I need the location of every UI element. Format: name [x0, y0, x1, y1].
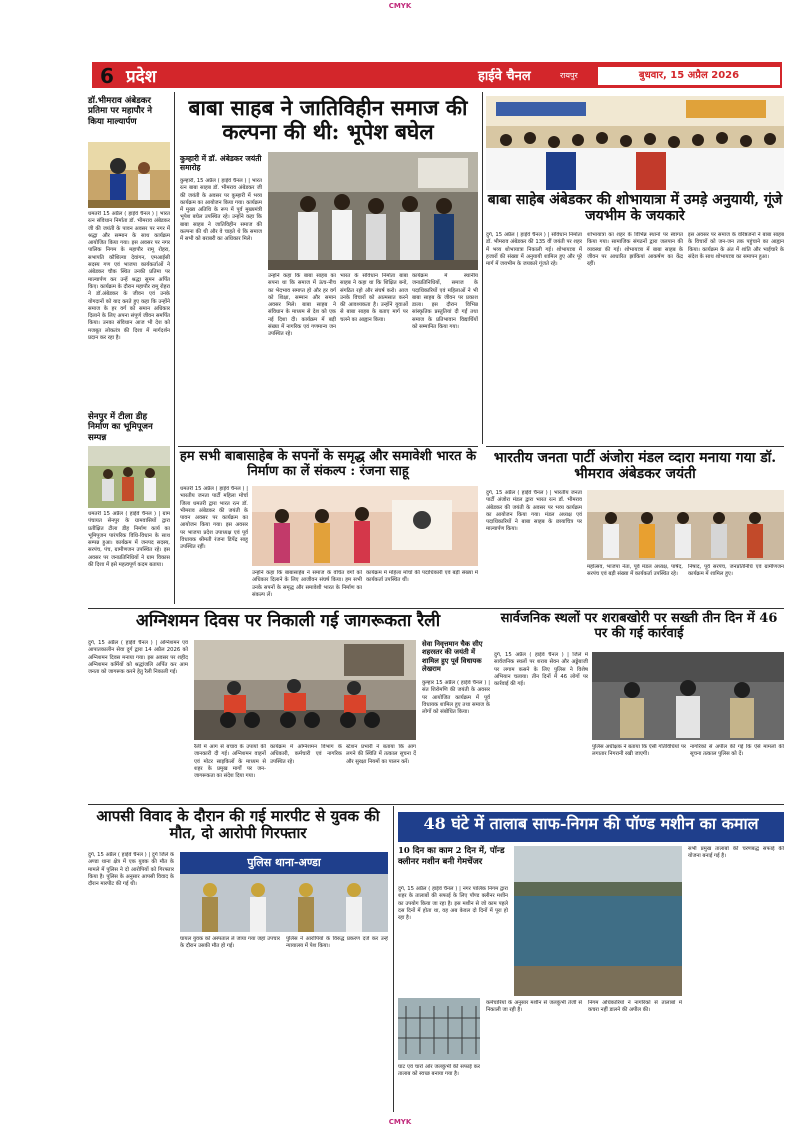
pond-col-2: घाट एवं चारों ओर जलकुंभी की सफाई कर तालाब को स्वच्छ बनाया गया है। [398, 1064, 480, 1078]
liquor-col-3: नागरिकों से अपील की गई कि ऐसे मामलों की सूचना तत्काल पुलिस को दें। [690, 744, 784, 758]
rule-second [178, 446, 478, 447]
lead-photo [268, 152, 478, 270]
sidebar-headline-2: सेनपुर में टीला डीह निर्माण का भूमिपूजन सम्पन्न [88, 412, 153, 443]
rule-dispute [88, 804, 784, 805]
rule-bjp [486, 446, 784, 447]
print-mark-bottom: CMYK [388, 1118, 412, 1126]
page-number: 6 [100, 64, 114, 88]
sewa-headline: सेवा निवृत्तमान चैक सीए शहरस्तर की जयंती में शामिल हुए पूर्व विधायक लेखराम [422, 640, 483, 674]
fire-col-4: स्टेशन प्रभारी ने बताया कि आग लगने की स्थिति में तत्काल सूचना दें और सुरक्षा नियमों का पालन करें। [346, 744, 416, 765]
dispute-col-1: दुर्ग, 15 अप्रैल ( हाईवे चैनल ) | दुर्ग जिले के अण्डा थाना क्षेत्र में एक युवक की मौत के मामले में पुलिस ने दो आरोपियों को गिरफ्तार किया है। पुलिस के अनुसार आपसी विवाद के दौरान मारपीट की गई थी। [88, 852, 174, 888]
lead-col-2: उन्होंने कहा कि बाबा साहब का सपना था कि समाज में ऊंच-नीच का भेदभाव समाप्त हो और हर वर्ग को शिक्षा, सम्मान और समान अवसर मिले। बाबा साहब ने संविधान के माध्यम से देश को एक नई दिशा दी। कार्यक्रम में बड़ी संख्या में नागरिक एवं गणमान्य जन उपस्थित रहे। [268, 273, 336, 338]
fire-col-1: दुर्ग, 15 अप्रैल ( हाईवे चैनल ) | अग्निशमन एवं आपातकालीन सेवा दुर्ग द्वारा 14 अप्रैल 2026 को अग्निशमन दिवस मनाया गया। इस अवसर पर शहीद अग्निशमन कर्मियों को श्रद्धांजलि अर्पित कर आम जनता को जागरूक करने हेतु रैली निकाली गई। [88, 640, 188, 676]
second-col-1: धमतरी 15 अप्रैल ( हाईवे चैनल ) | भारतीय जनता पार्टी महिला मोर्चा जिला धमतरी द्वारा भारत रत्न डॉ. भीमराव अंबेडकर की जयंती के पावन अवसर पर कार्यक्रम का आयोजन किया गया। इस अवसर पर भाजपा प्रदेश उपाध्यक्ष एवं पूर्व विधायक श्रीमती रंजना डिपेंद्र साहू उपस्थित रहीं। [180, 486, 248, 551]
sidebar-story-1-body: धमतरी 15 अप्रैल ( हाईवे चैनल ) | भारत रत्न संविधान निर्माता डॉ. भीमराव अंबेडकर जी की जयंती के पावन अवसर पर नगर में श्रद्धा और सम्मान के साथ कार्यक्रम आयोजित किया गया। इस अवसर पर नगर पालिक निगम के महापौर रामू रोहरा, सभापति कौशिल्या देवांगन, एमआईसी सदस्य गण एवं भाजपा कार्यकर्ताओं ने अंबेडकर चौक स्थित उनकी प्रतिमा पर माल्यार्पण कर उन्हें श्रद्धा सुमन अर्पित किए। कार्यक्रम के दौरान महापौर रामू रोहरा ने डॉ.अंबेडकर के जीवन एवं उनके योगदानों को याद करते हुए कहा कि उन्होंने समाज के हर वर्ग को समान अधिकार दिलाने के लिए अपना संपूर्ण जीवन समर्पित किया। उनका संविधान आज भी देश को मजबूत लोकतंत्र की दिशा में मार्गदर्शन प्रदान कर रहा है। [88, 211, 170, 342]
bjp-col-1: दुर्ग, 15 अप्रैल ( हाईवे चैनल ) | भारतीय जनता पार्टी अंजोरा मंडल द्वारा भारत रत्न डॉ. भीमराव अंबेडकर की जयंती के अवसर पर भव्य कार्यक्रम का आयोजन किया गया। मंडल अध्यक्ष एवं पदाधिकारियों ने बाबा साहब के छायाचित्र पर माल्यार्पण किया। [486, 490, 582, 533]
print-mark-top: CMYK [388, 2, 412, 10]
shobhayatra-headline: बाबा साहेब अंबेडकर की शोभायात्रा में उमड़े अनुयायी, गूंजे जयभीम के जयकारे [487, 192, 783, 225]
lead-event-label: कुम्हारी में डॉ. अंबेडकर जयंती समारोह [180, 154, 262, 173]
bjp-photo [587, 490, 784, 560]
fire-rally-photo [194, 640, 416, 740]
rule-fire [88, 608, 784, 609]
shobhayatra-photo [486, 96, 784, 190]
police-station-sign: पुलिस थाना-अण्डा [247, 856, 321, 869]
fire-headline: अग्निशमन दिवस पर निकाली गई जागरूकता रैली [135, 611, 441, 631]
brand-name: हाईवे चैनल [478, 69, 531, 84]
column-divider [482, 92, 483, 444]
liquor-col-1: दुर्ग, 15 अप्रैल ( हाईवे चैनल ) | जिले में सार्वजनिक स्थलों पर शराब सेवन और अड्डेबाजी पर लगाम कसने के लिए पुलिस ने विशेष अभियान चलाया। तीन दिनों में 46 लोगों पर कार्रवाई की गई। [494, 652, 588, 688]
sidebar-headline-1: डॉ.भीमराव अंबेडकर प्रतिमा पर महापौर ने किया माल्यार्पण [88, 96, 153, 127]
liquor-col-2: पुलिस अधीक्षक ने बताया कि ऐसी गतिविधियों पर लगातार निगरानी रखी जाएगी। [592, 744, 686, 758]
shobhayatra-col-3: इस अवसर पर समाज के वरिष्ठजनों ने बाबा साहब के विचारों को जन-जन तक पहुंचाने का आह्वान किया। कार्यक्रम के अंत में शांति और भाईचारे के संदेश के साथ शोभायात्रा का समापन हुआ। [688, 232, 784, 260]
liquor-photo [592, 652, 784, 740]
lead-headline: बाबा साहब ने जातिविहीन समाज की कल्पना की थी: भूपेश बघेल [188, 95, 468, 145]
pond-fence-photo [398, 998, 480, 1060]
edition-city: रायपुर [560, 71, 578, 80]
shobhayatra-col-1: दुर्ग, 15 अप्रैल ( हाईवे चैनल ) | संविधान निर्माता डॉ. भीमराव अंबेडकर की 135 वीं जयंती पर शहर में भव्य शोभायात्रा निकाली गई। शोभायात्रा में हजारों की संख्या में अनुयायी शामिल हुए और पूरे मार्ग में जयभीम के जयकारे गूंजते रहे। [486, 232, 582, 268]
dispute-headline: आपसी विवाद के दौरान की गई मारपीट से युवक की मौत, दो आरोपी गिरफ्तार [96, 807, 380, 843]
pond-col-4: निगम अधिकारियों ने नागरिकों से तालाबों में कचरा नहीं डालने की अपील की। [588, 1000, 682, 1014]
dispute-col-2: घायल युवक को अस्पताल ले जाया गया जहां उपचार के दौरान उसकी मौत हो गई। [180, 936, 280, 950]
second-col-3: कार्यक्रम में महिला मोर्चा की पदाधिकारी एवं बड़ी संख्या में कार्यकर्ता उपस्थित थीं। [366, 570, 478, 584]
pond-subhead: 10 दिन का काम 2 दिन में, पॉन्ड क्लीनर मशीन बनी गेमचेंजर [398, 846, 505, 867]
bottom-divider [393, 806, 394, 1112]
section-name: प्रदेश [126, 67, 157, 87]
dispute-col-3: पुलिस ने आरोपियों के विरुद्ध प्रकरण दर्ज कर उन्हें न्यायालय में पेश किया। [286, 936, 388, 950]
liquor-headline: सार्वजनिक स्थलों पर शराबखोरी पर सख्ती तीन दिन में 46 पर की गई कार्रवाई [500, 611, 778, 641]
police-photo [180, 852, 388, 932]
statue-photo [88, 142, 170, 208]
fire-col-3: कार्यक्रम में अग्निशमन विभाग के अधिकारी, कर्मचारी एवं नागरिक उपस्थित रहे। [270, 744, 342, 765]
bjp-col-3: निषाद, पूर्व सरपंच, जनप्रतिनिधि एवं ग्रामीणजन कार्यक्रम में शामिल हुए। [688, 564, 784, 578]
second-headline: हम सभी बाबासाहेब के सपनों के समृद्ध और समावेशी भारत के निर्माण का लें संकल्प : रंजना साहू [179, 449, 477, 479]
lead-col-4: कार्यक्रम में स्थानीय जनप्रतिनिधियों, समाज के पदाधिकारियों एवं महिलाओं ने भी बाबा साहब के जीवन पर प्रकाश डाला। इस दौरान विभिन्न सांस्कृतिक प्रस्तुतियां दी गईं तथा समाज के प्रतिभावान विद्यार्थियों को सम्मानित किया गया। [412, 273, 478, 331]
sidebar-divider [174, 92, 175, 604]
lead-col-1: कुम्हारी, 15 अप्रैल ( हाईवे चैनल ) | भारत रत्न बाबा साहब डॉ. भीमराव अंबेडकर जी की जयंती के अवसर पर कुम्हारी में भव्य कार्यक्रम का आयोजन किया गया। कार्यक्रम में मुख्य अतिथि के रूप में पूर्व मुख्यमंत्री भूपेश बघेल उपस्थित रहे। उन्होंने कहा कि बाबा साहब ने जातिविहीन समाज की कल्पना की थी और वे चाहते थे कि समाज में सभी को बराबरी का अधिकार मिले। [180, 178, 262, 243]
pond-col-3: कर्मचारियों के अनुसार मशीन से जलकुंभी तेजी से निकाली जा रही है। [486, 1000, 582, 1014]
pond-col-1: दुर्ग, 15 अप्रैल ( हाईवे चैनल ) | नगर पालिक निगम द्वारा शहर के तालाबों की सफाई के लिए पॉण्ड क्लीनर मशीन का उपयोग किया जा रहा है। इस मशीन से जो काम पहले दस दिनों में होता था, वह अब केवल दो दिनों में पूरा हो रहा है। [398, 886, 508, 922]
pond-col-5: सभी प्रमुख तालाबों की चरणबद्ध सफाई की योजना बनाई गई है। [688, 846, 784, 860]
second-photo [252, 486, 478, 566]
sewa-col-1: कुम्हार 15 अप्रैल ( हाईवे चैनल ) | संत शिरोमणि की जयंती के अवसर पर आयोजित कार्यक्रम में पूर्व विधायक शामिल हुए तथा समाज के लोगों को संबोधित किया। [422, 680, 490, 716]
pond-headline: 48 घंटे में तालाब साफ-निगम की पॉण्ड मशीन का कमाल [423, 814, 759, 833]
bhoomipoojan-photo [88, 446, 170, 508]
pond-photo [514, 846, 682, 996]
shobhayatra-col-2: शोभायात्रा का शहर के विभिन्न स्थानों पर स्वागत किया गया। सामाजिक संगठनों द्वारा जलपान की व्यवस्था की गई। शोभायात्रा में बाबा साहब के जीवन पर आधारित झांकियां आकर्षण का केंद्र रहीं। [587, 232, 683, 268]
lead-col-3: भारत के संविधान निर्माता बाबा साहब ने कहा था कि शिक्षित बनो, संगठित रहो और संघर्ष करो। आज उनके विचारों को आत्मसात करने की आवश्यकता है। उन्होंने युवाओं से बाबा साहब के बताए मार्ग पर चलने का आह्वान किया। [340, 273, 408, 323]
sidebar-story-2-body: धमतरी 15 अप्रैल ( हाईवे चैनल ) | ग्राम पंचायत सेनपुर के ग्रामवासियों द्वारा प्रतीक्षित टीला डीह निर्माण कार्य का भूमिपूजन पारंपरिक विधि-विधान के साथ सम्पन्न हुआ। कार्यक्रम में जनपद सदस्य, सरपंच, पंच, ग्रामीणजन उपस्थित रहे। इस अवसर पर जनप्रतिनिधियों ने ग्राम विकास की दिशा में इसे महत्वपूर्ण कदम बताया। [88, 511, 170, 569]
bjp-col-2: महोत्सव, भाजपा नेता, पूर्व मंडल अध्यक्ष, पार्षद, सरपंच एवं बड़ी संख्या में कार्यकर्ता उपस्थित रहे। [587, 564, 683, 578]
bjp-headline: भारतीय जनता पार्टी अंजोरा मंडल व्दारा मनाया गया डॉ. भीमराव अंबेडकर जयंती [493, 450, 777, 483]
fire-col-2: रैली में आग से बचाव के उपायों की जानकारी दी गई। अग्निशमन वाहनों एवं मोटर साइकिलों के माध्यम से शहर के प्रमुख मार्गों पर जन-जागरूकता का संदेश दिया गया। [194, 744, 266, 780]
issue-date: बुधवार, 15 अप्रैल 2026 [598, 67, 780, 85]
second-col-2: उन्होंने कहा कि बाबासाहेब ने समाज के वंचित वर्गों को अधिकार दिलाने के लिए आजीवन संघर्ष किया। हम सभी उनके सपनों के समृद्ध और समावेशी भारत के निर्माण का संकल्प लें। [252, 570, 362, 598]
